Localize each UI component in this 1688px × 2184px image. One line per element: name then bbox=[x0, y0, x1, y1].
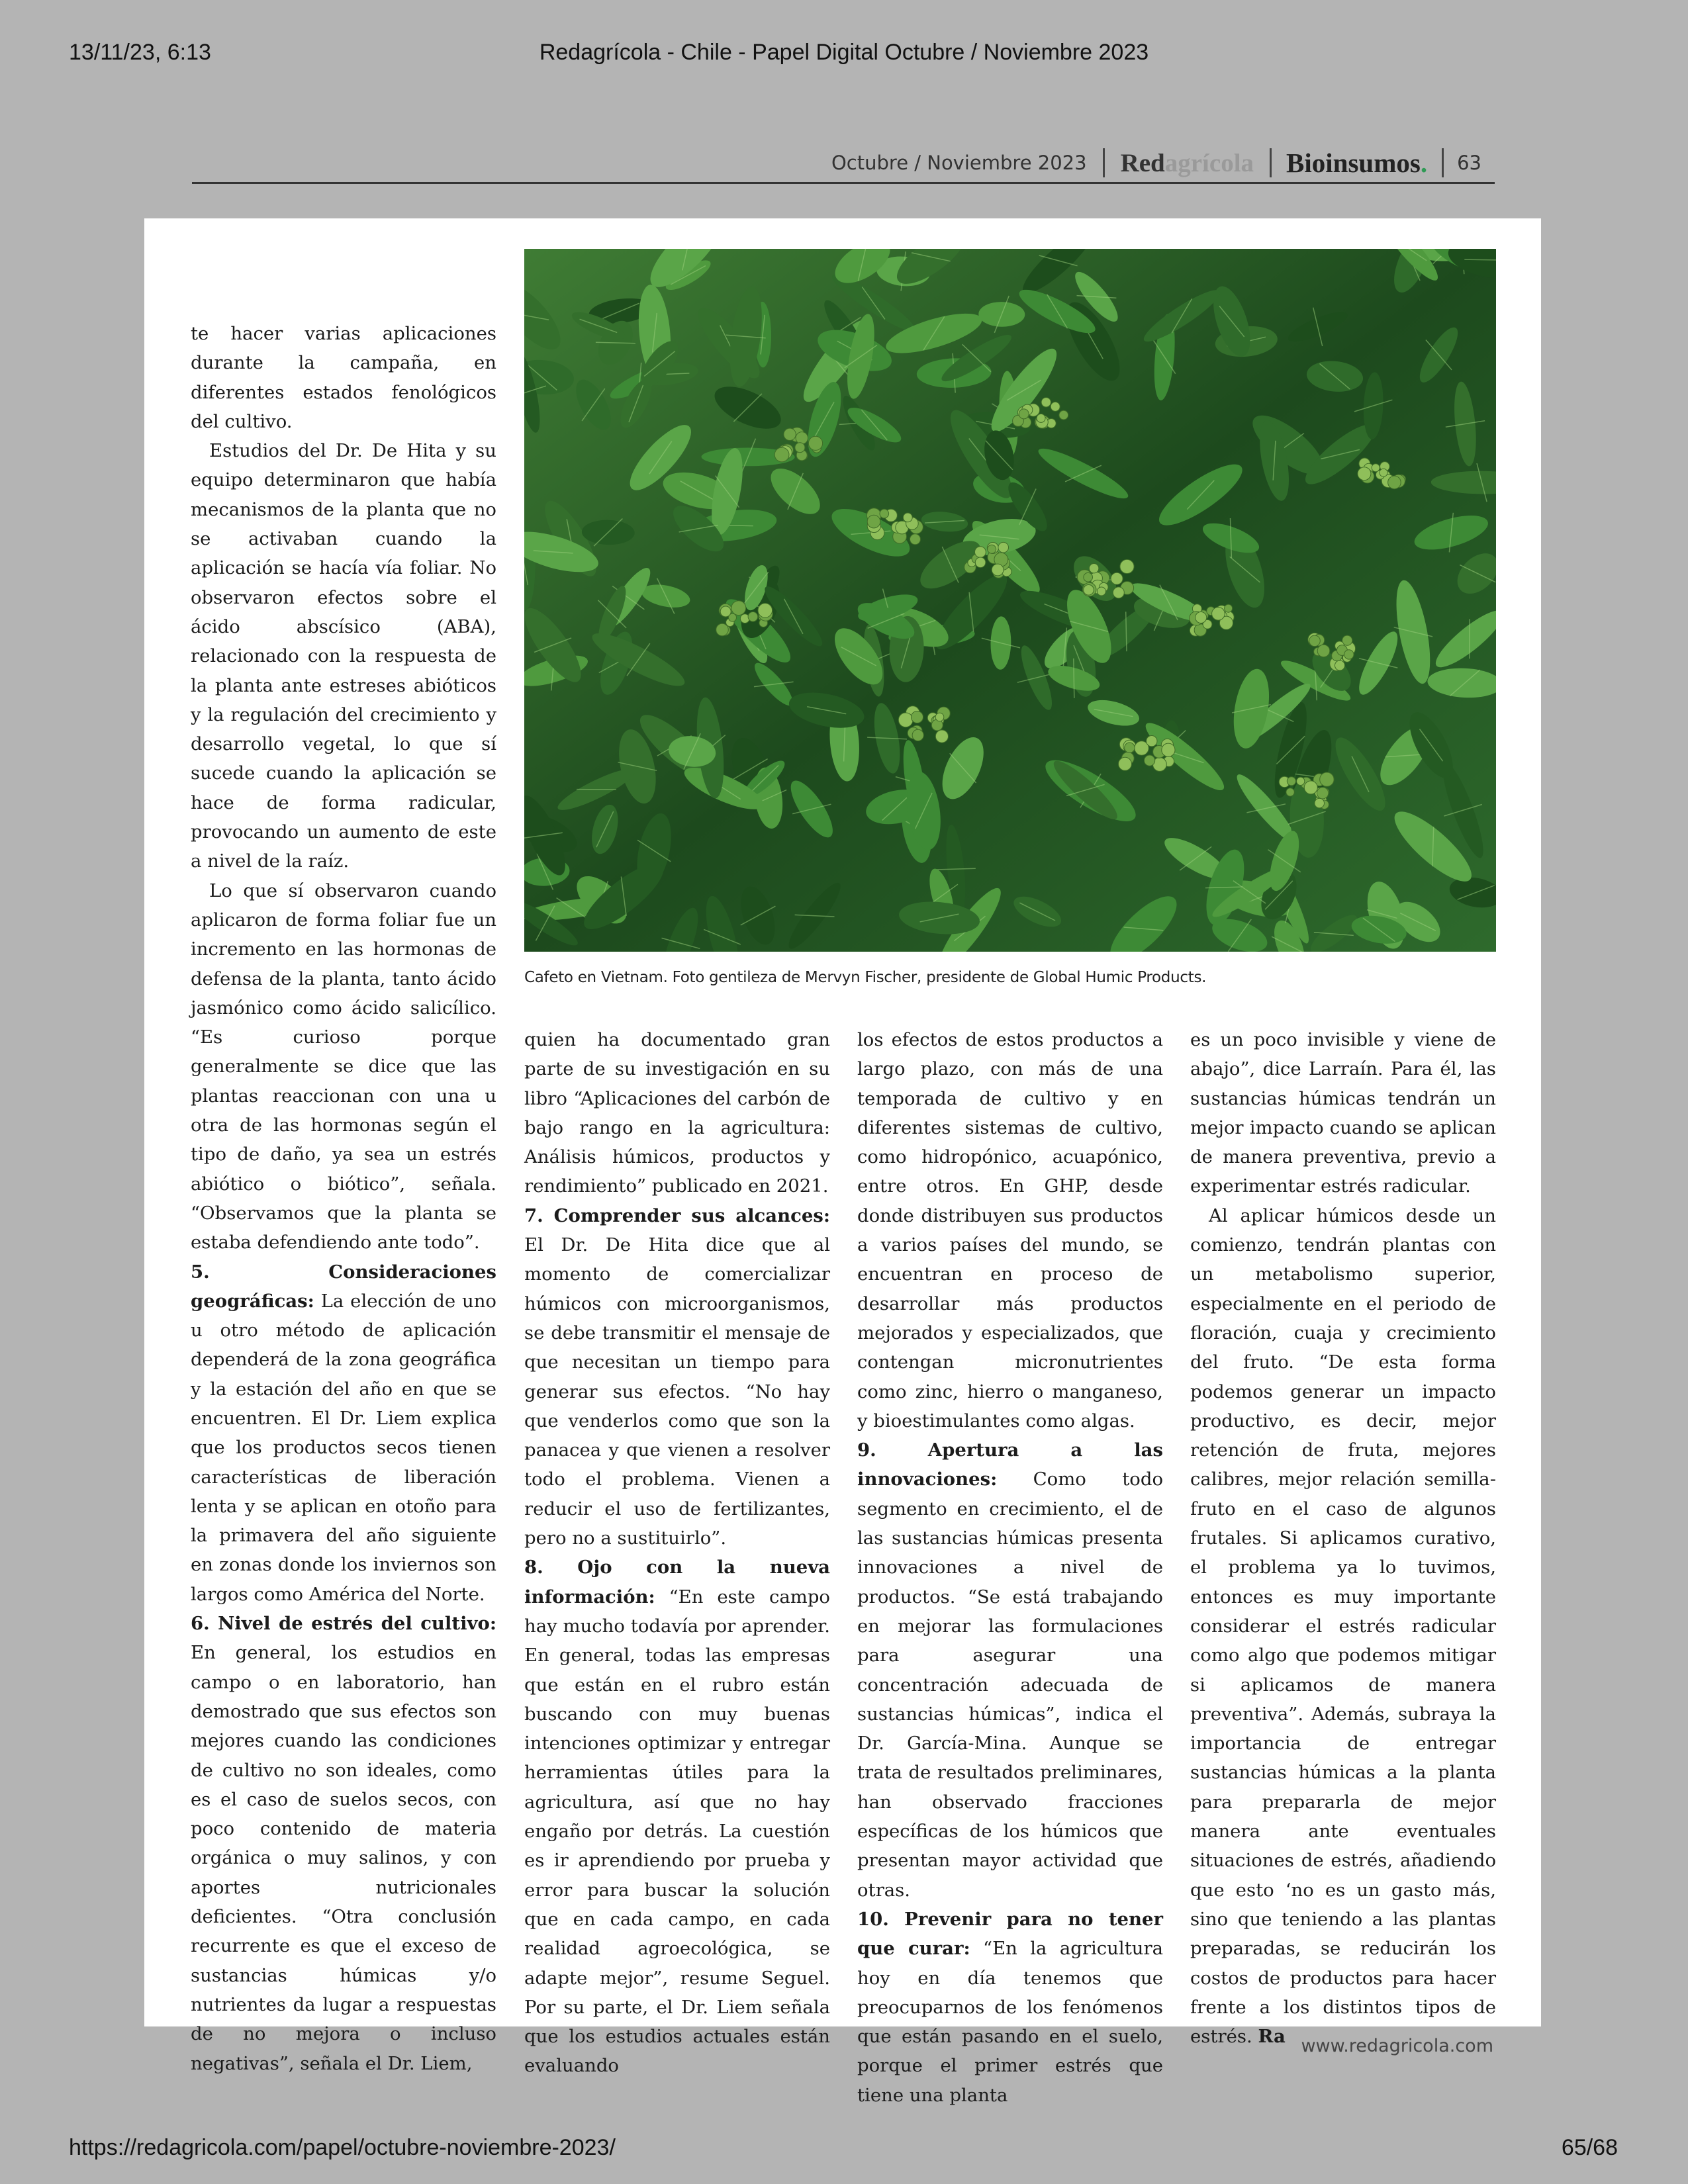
coffee-berry bbox=[1111, 572, 1123, 584]
coffee-berry bbox=[1084, 572, 1093, 582]
coffee-berry bbox=[731, 601, 746, 615]
print-page-count: 65/68 bbox=[1561, 2135, 1618, 2160]
coffee-berry bbox=[1297, 777, 1305, 785]
coffee-berry bbox=[720, 606, 731, 617]
coffee-berry bbox=[716, 623, 729, 636]
coffee-berry bbox=[1335, 660, 1345, 670]
coffee-berry bbox=[1212, 608, 1225, 621]
coffee-berry bbox=[1380, 469, 1387, 477]
coffee-berry bbox=[1051, 402, 1060, 411]
section-heading: 6. Nivel de estrés del cultivo: bbox=[191, 1613, 496, 1635]
coffee-berry bbox=[1125, 743, 1135, 752]
paragraph: 5. Consideraciones geográficas: La elección de uno u otro método de aplicación dependerá de la zona geográfica y la estación del año en que se encuentren. El Dr. Liem explica que los productos secos tienen características de liberación lenta y se aplican en otoño para la primavera del año siguiente en zonas donde los inviernos son largos como América del Norte. bbox=[191, 1261, 496, 1605]
paragraph: los efectos de estos productos a largo plazo, con más de una temporada de cultivo y en diferentes sistemas de cultivo, como hidropónico, acuapónico, entre otros. En GHP, desde donde distribuyen sus productos a varios países del mundo, se encuentran en proceso de desarrollar más productos mejorados y especializados, que contengan micronutrientes como zinc, hierro o manganeso, y bioestimulantes como algas. bbox=[857, 1029, 1163, 1432]
paragraph: 8. Ojo con la nueva información: “En este campo hay mucho todavía por aprender. En general, todas las empresas que están en el rubro están buscando con muy buenas intenciones optimizar y entregar herramientas útiles para la agricultura, así que no hay engaño por detrás. La cuestión es ir aprendiendo por prueba y error para buscar la solución que en cada campo, en cada realidad agroecológica, se adapte mejor”, resume Seguel. Por su parte, el Dr. Liem señala que los estudios actuales están evaluando bbox=[524, 1557, 830, 2077]
coffee-berry bbox=[1113, 587, 1124, 598]
section-heading: 9. Apertura a las innovaciones: bbox=[857, 1439, 1163, 1490]
coffee-berry bbox=[808, 436, 822, 450]
coffee-berry bbox=[1037, 414, 1045, 422]
coffee-berry bbox=[1344, 650, 1354, 659]
coffee-berry bbox=[1388, 476, 1401, 489]
coffee-berry bbox=[1162, 743, 1175, 756]
paragraph: Lo que sí observaron cuando aplicaron de forma foliar fue un incremento en las hormonas de defensa de la planta, tanto ácido jasmónico como ácido salicílico. “Es curioso porque generalmente se dice que las plantas reaccionan con una u otra de las hormonas según el tipo de daño, ya sea un estrés abiótico o biótico”, señala. “Observamos que la planta se estaba defendiendo ante todo”. bbox=[191, 880, 496, 1253]
coffee-berry bbox=[998, 542, 1009, 553]
section-heading: 7. Comprender sus alcances: bbox=[524, 1205, 830, 1226]
coffee-berry bbox=[975, 557, 986, 568]
coffee-berry bbox=[1019, 409, 1029, 419]
coffee-berry bbox=[1119, 757, 1132, 770]
coffee-berry bbox=[758, 604, 773, 618]
section-heading: 5. Consideraciones geográficas: bbox=[191, 1261, 496, 1312]
photo-caption: Cafeto en Vietnam. Foto gentileza de Mervyn Fischer, presidente de Global Humic Products. bbox=[524, 969, 1207, 986]
coffee-berry bbox=[1320, 772, 1334, 786]
section-heading: 8. Ojo con la nueva información: bbox=[524, 1557, 830, 1608]
coffee-berry bbox=[1059, 410, 1068, 420]
coffee-berry bbox=[1309, 635, 1321, 647]
coffee-berry bbox=[867, 515, 880, 528]
paragraph: te hacer varias aplicaciones durante la campaña, en diferentes estados fenológicos del cultivo. bbox=[191, 323, 496, 432]
magazine-header bbox=[192, 142, 1495, 184]
coffee-berry bbox=[1120, 559, 1134, 573]
coffee-berry bbox=[1315, 798, 1325, 808]
section-heading: 10. Prevenir para no tener que curar: bbox=[857, 1908, 1163, 1960]
coffee-berry bbox=[774, 447, 789, 462]
text-column-1 bbox=[191, 319, 496, 2078]
coffee-berry bbox=[898, 713, 913, 727]
coffee-berry bbox=[1084, 585, 1094, 596]
text-column-3 bbox=[857, 1025, 1163, 2110]
coffee-berry bbox=[784, 428, 796, 440]
coffee-berry bbox=[1225, 604, 1233, 612]
coffee-berry bbox=[903, 513, 912, 522]
section-name: Bioinsumos. bbox=[1286, 148, 1428, 178]
photo-illustration bbox=[524, 249, 1496, 952]
coffee-berry bbox=[1304, 781, 1317, 794]
coffee-berry bbox=[975, 547, 986, 558]
coffee-berry bbox=[992, 564, 1004, 576]
website-url: www.redagricola.com bbox=[1301, 2036, 1493, 2056]
coffee-berry bbox=[880, 509, 889, 518]
coffee-berry bbox=[1147, 736, 1157, 747]
paragraph: es un poco invisible y viene de abajo”, dice Larraín. Para él, las sustancias húmicas tendrán un mejor impacto cuando se aplican de manera preventiva, previo a experimentar estrés radicular. bbox=[1190, 1029, 1496, 1197]
coffee-berry bbox=[1286, 788, 1294, 796]
print-title: Redagrícola - Chile - Papel Digital Octubre / Noviembre 2023 bbox=[539, 40, 1149, 65]
paragraph: Al aplicar húmicos desde un comienzo, tendrán plantas con un metabolismo superior, especialmente en el periodo de floración, cuaja y crecimiento del fruto. “De esta forma podemos generar un impacto productivo, es decir, mejor retención de fruta, mejores calibres, mejor relación semilla-fruto en el caso de algunos frutales. Si aplicamos curativo, el problema ya lo tuvimos, entonces es muy importante considerar el estrés radicular como algo que podemos mitigar si aplicamos de manera preventiva”. Además, subraya la importancia de entregar sustancias húmicas a la planta para prepararla de mejor manera ante eventuales situaciones de estrés, añadiendo que esto ‘no es un gasto más, sino que teniendo a las plantas preparadas, se reducirán los costos de productos para hacer frente a los distintos tipos de estrés. Ra bbox=[1190, 1205, 1496, 2048]
paragraph: quien ha documentado gran parte de su investigación en su libro “Aplicaciones del carbón de bajo rango en la agricultura: Análisis húmicos, productos y rendimiento” publicado en 2021. bbox=[524, 1029, 830, 1197]
coffee-berry bbox=[795, 443, 805, 453]
coffee-berry bbox=[1196, 612, 1207, 623]
paragraph: 6. Nivel de estrés del cultivo: En general, los estudios en campo o en laboratorio, han demostrado que sus efectos son mejores cuando las condiciones de cultivo no son ideales, como es el caso de suelos secos, con poco contenido de materia orgánica o muy salinos, y con aportes nutricionales deficientes. “Otra conclusión recurrente es que el exceso de sustancias húmicas y/o nutrientes da lugar a respuestas de no mejora o incluso negativas”, señala el Dr. Liem, bbox=[191, 1613, 496, 2074]
coffee-berry bbox=[1372, 464, 1380, 472]
coffee-berry bbox=[912, 711, 923, 723]
coffee-berry bbox=[1358, 467, 1371, 480]
browser-print-footer bbox=[0, 2135, 1688, 2164]
print-datetime: 13/11/23, 6:13 bbox=[69, 40, 211, 65]
coffee-berry bbox=[1041, 398, 1051, 407]
leaf-vein bbox=[1464, 259, 1496, 260]
page-number: 63 bbox=[1457, 152, 1481, 174]
browser-print-header bbox=[0, 40, 1688, 69]
redagricola-signature: Ra bbox=[1258, 2026, 1286, 2048]
coffee-berry bbox=[1089, 564, 1098, 573]
coffee-berry bbox=[1097, 587, 1105, 596]
paragraph: 10. Prevenir para no tener que curar: “En la agricultura hoy en día tenemos que preocuparnos de los fenómenos que están pasando en el suelo, porque el primer estrés que tiene una planta bbox=[857, 1908, 1163, 2106]
coffee-berry bbox=[796, 432, 808, 444]
coffee-berry bbox=[1287, 777, 1295, 786]
text-column-4 bbox=[1190, 1025, 1496, 2051]
coffee-berry bbox=[748, 612, 758, 622]
paragraph: 7. Comprender sus alcances: El Dr. De Hita dice que al momento de comercializar húmicos con microorganismos, se debe transmitir el mensaje de que necesitan un tiempo para generar sus efectos. “No hay que venderlos como que son la panacea y que vienen a resolver todo el problema. Vienen a reducir el uso de fertilizantes, pero no a sustituirlo”. bbox=[524, 1205, 830, 1549]
redagricola-logo: Redagrícola bbox=[1120, 148, 1254, 177]
paragraph: Estudios del Dr. De Hita y su equipo determinaron que había mecanismos de la planta que no se activaban cuando la aplicación se hacía vía foliar. No observaron efectos sobre el ácido abscísico (ABA), relacionado con la respuesta de la planta ante estreses abióticos y la regulación del crecimiento y desarrollo vegetal, lo que sí sucede cuando la aplicación se hace de forma radicular, provocando un aumento de este a nivel de la raíz. bbox=[191, 440, 496, 872]
coffee-berry bbox=[935, 713, 944, 721]
text-column-2 bbox=[524, 1025, 830, 2081]
coffee-plant-photo bbox=[524, 249, 1496, 952]
coffee-berry bbox=[988, 545, 996, 553]
coffee-berry bbox=[935, 730, 948, 743]
coffee-berry bbox=[1317, 645, 1330, 657]
paragraph: 9. Apertura a las innovaciones: Como todo segmento en crecimiento, el de las sustancias húmicas presenta innovaciones a nivel de productos. “Se está trabajando en mejorar las formulaciones para asegurar una concentración adecuada de sustancias húmicas”, indica el Dr. García-Mina. Aunque se trata de resultados preliminares, han observado fracciones específicas de los húmicos que presentan mayor actividad que otras. bbox=[857, 1439, 1163, 1901]
coffee-berry bbox=[1145, 755, 1155, 766]
coffee-berry bbox=[1317, 788, 1328, 799]
page-url: https://redagricola.com/papel/octubre-noviembre-2023/ bbox=[69, 2135, 616, 2160]
coffee-berry bbox=[910, 534, 921, 545]
issue-date: Octubre / Noviembre 2023 bbox=[831, 152, 1087, 174]
coffee-berry bbox=[912, 729, 923, 741]
